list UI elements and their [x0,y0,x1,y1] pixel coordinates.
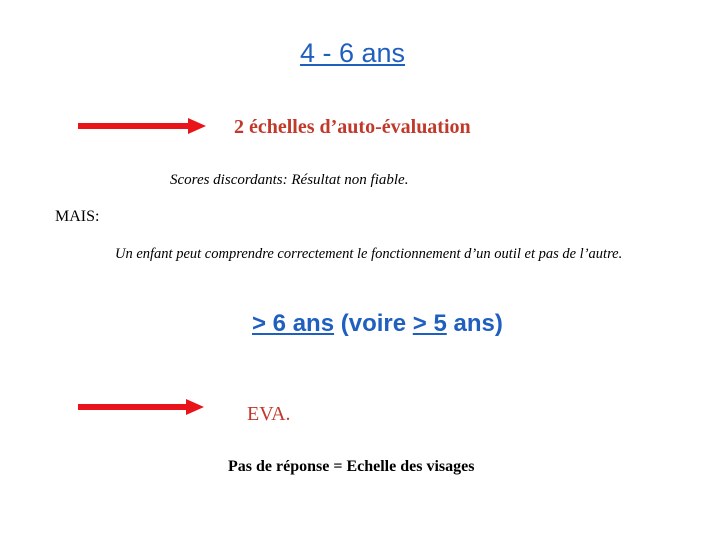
scales-heading: 2 échelles d’auto-évaluation [234,116,471,138]
right-arrow-icon [78,399,204,415]
age-rest-prefix: (voire [334,310,413,337]
mais-label: MAIS: [55,208,100,225]
discordant-scores-text: Scores discordants: Résultat non fiable. [170,172,409,188]
no-response-text: Pas de réponse = Echelle des visages [228,458,475,475]
age-heading [252,310,503,338]
eva-label: EVA. [247,403,291,425]
right-arrow-icon [78,118,206,134]
child-explanation-text: Un enfant peut comprendre correctement le fonctionnement d’un outil et pas de l’autre. [115,246,623,262]
age-alt: > 5 [412,310,447,337]
page-title: 4 - 6 ans [299,38,406,68]
age-main: > 6 ans [252,310,335,337]
age-rest-suffix: ans) [446,310,503,337]
